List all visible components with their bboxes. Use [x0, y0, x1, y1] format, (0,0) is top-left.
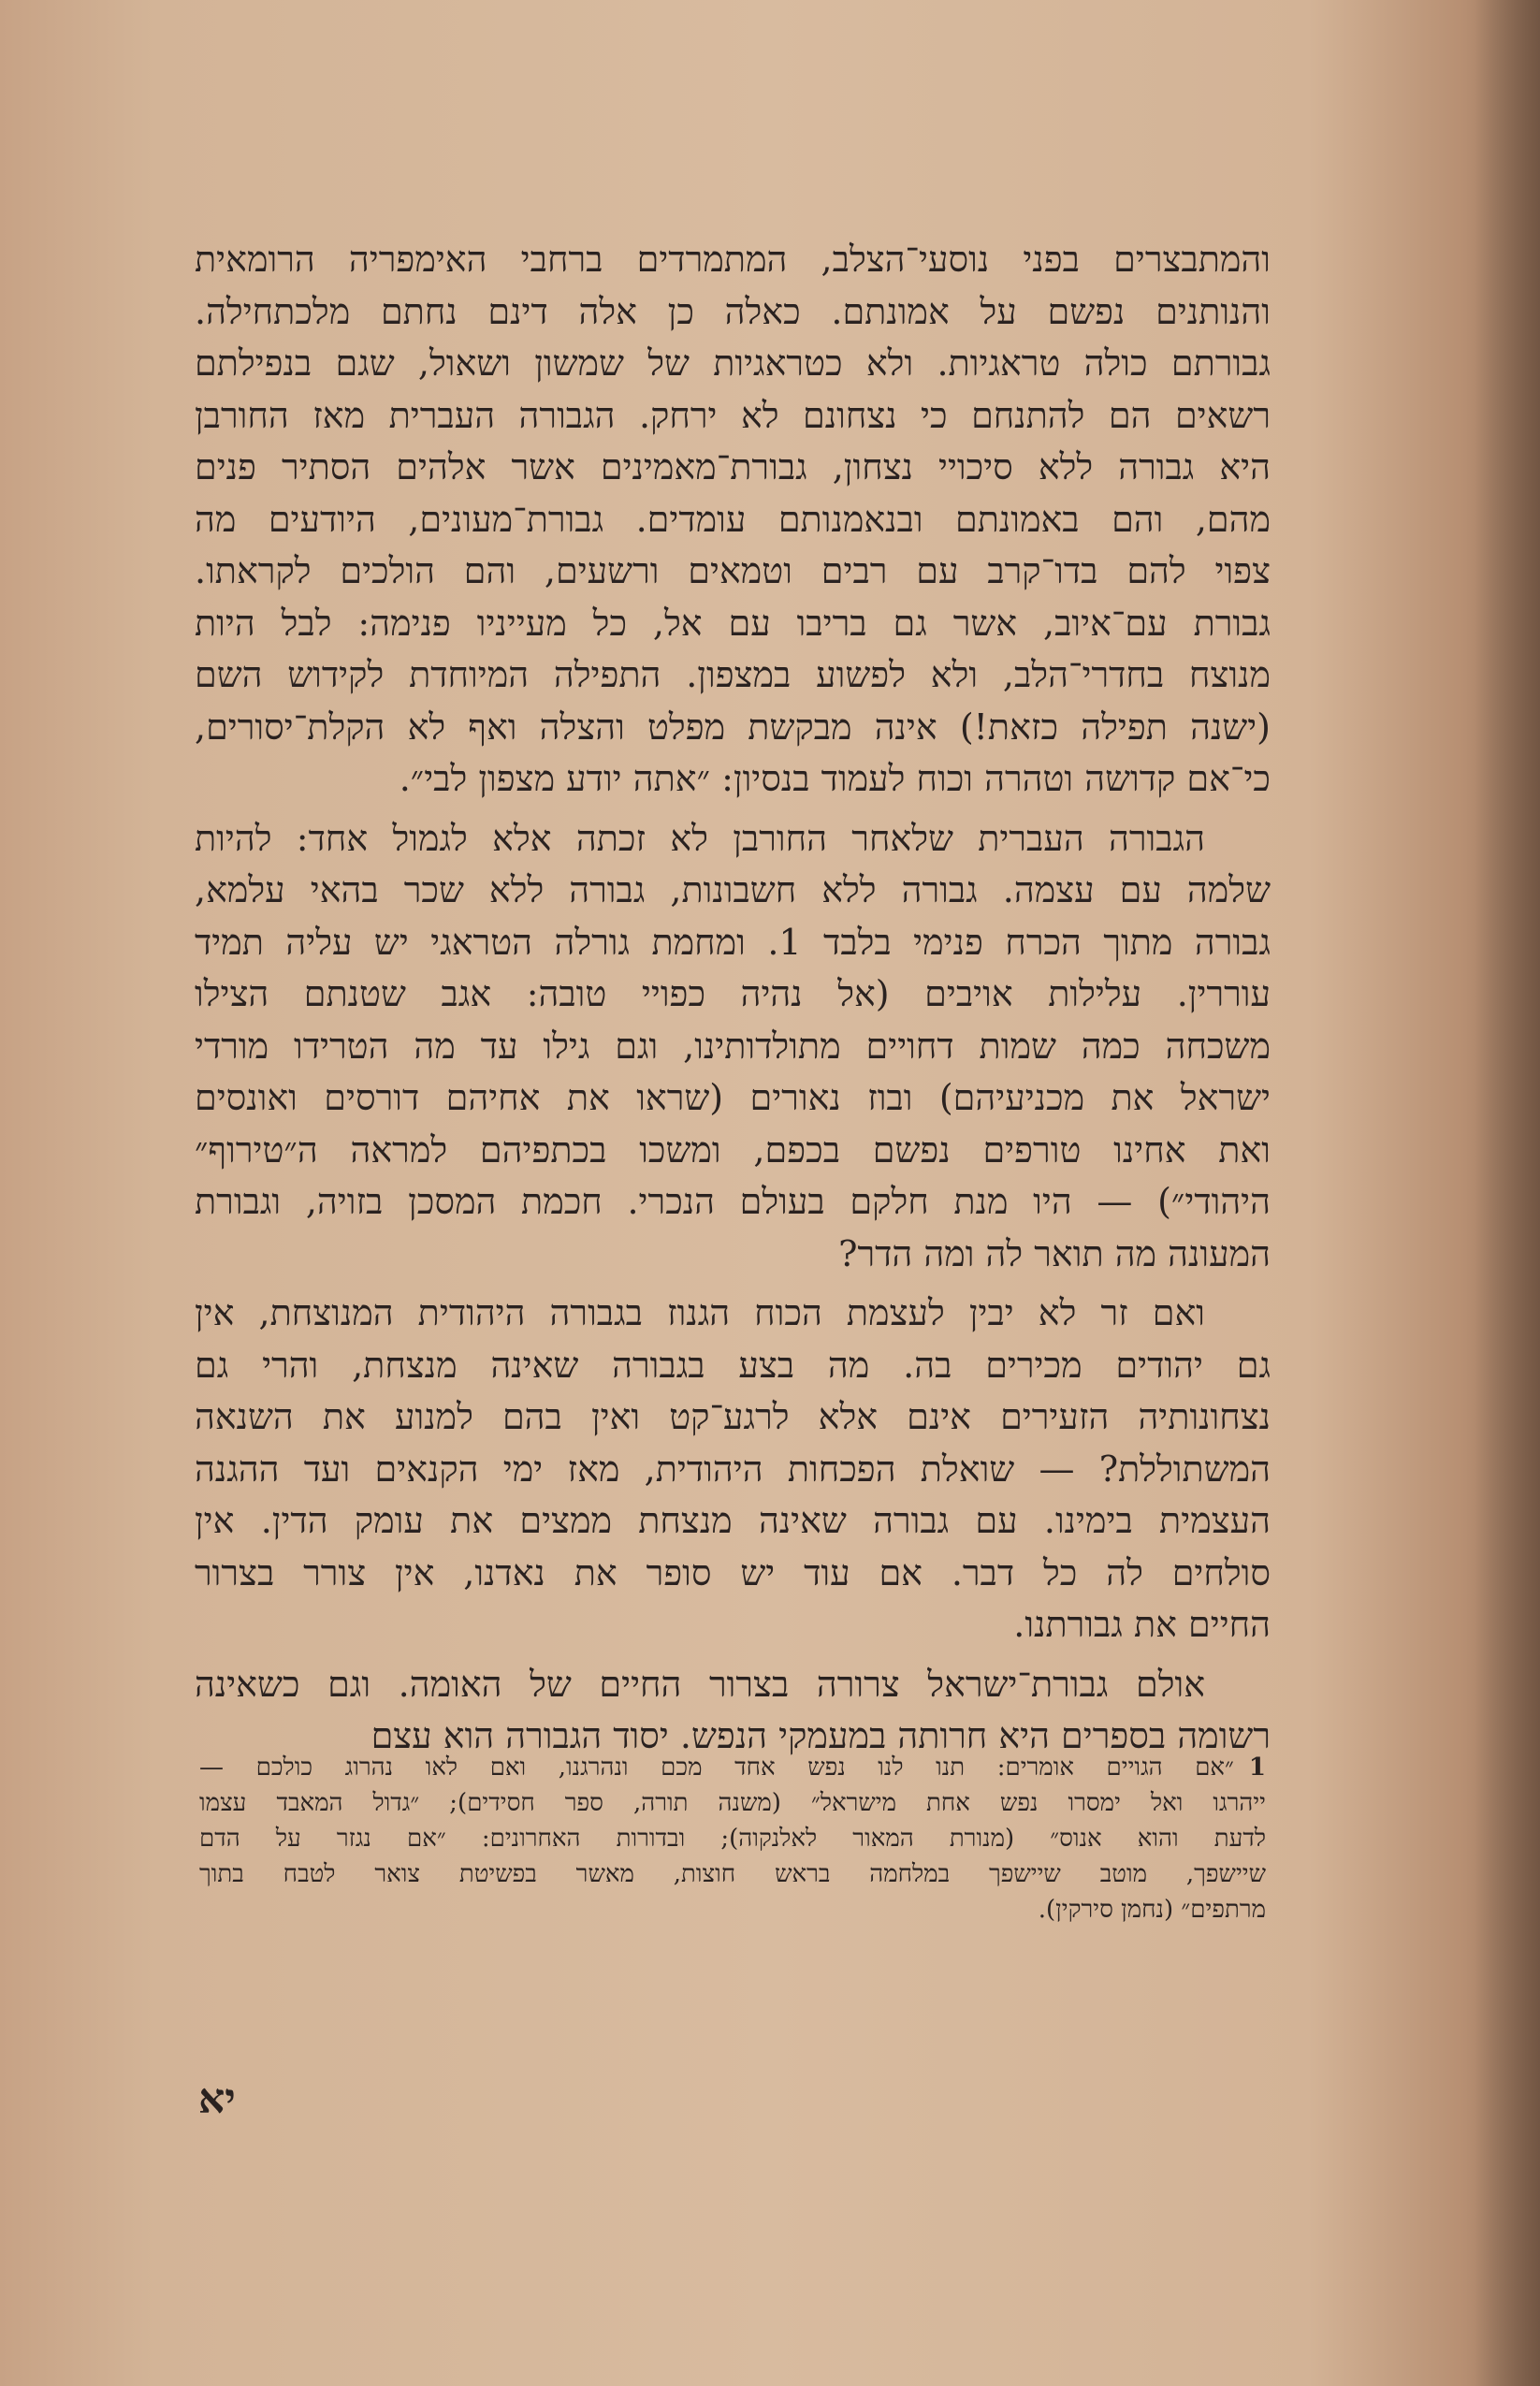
- text-line: גבורה מתוך הכרח פנימי בלבד 1. ומחמת גורלה הטראגי יש עליה תמיד: [195, 921, 1271, 963]
- text-line: היהודי״) — היו מנת חלקם בעולם הנכרי. חכמת המסכן בזויה, וגבורת: [195, 1181, 1271, 1222]
- footnote-line: [199, 1750, 1266, 1785]
- footnote-line: מרתפים״ (נחמן סירקין).: [1038, 1896, 1266, 1924]
- paragraph: [195, 1288, 1271, 1651]
- text-line: (ישנה תפילה כזאת!) אינה מבקשת מפלט והצלה ואף לא הקלת־יסורים,: [195, 706, 1271, 748]
- text-line: החיים את גבורתנו.: [1013, 1604, 1271, 1645]
- text-line: והנותנים נפשם על אמונתם. כאלה כן אלה דינם נחתם מלכתחילה.: [195, 290, 1271, 332]
- text-line: מהם, והם באמונתם ובנאמנותם עומדים. גבורת־מעונים, היודעים מה: [195, 498, 1271, 540]
- text-line: ואת אחינו טורפים נפשם בכפם, ומשכו בכתפיהם למראה ה״טירוף״: [195, 1128, 1271, 1171]
- footnote-line: שיישפך, מוטב שיישפך במלחמה בראש חוצות, מאשר בפשיטת צואר לטבח בתוך: [199, 1860, 1266, 1888]
- book-spine-shadow: [1475, 0, 1540, 2386]
- text-line: הגבורה העברית שלאחר החורבן לא זכתה אלא לגמול אחד: להיות: [195, 817, 1205, 859]
- text-line: רשאים הם להתנחם כי נצחונם לא ירחק. הגבורה העברית מאז החורבן: [195, 394, 1271, 436]
- text-line: צפוי להם בדו־קרב עם רבים וטמאים ורשעים, והם הולכים לקראתו.: [195, 550, 1271, 591]
- paragraph: [195, 1659, 1271, 1763]
- text-line: מנוצח בחדרי־הלב, ולא לפשוע במצפון. התפילה המיוחדת לקידוש השם: [195, 654, 1271, 695]
- text-line: נצחונותיה הזעירים אינם אלא לרגע־קט ואין בהם למנוע את השנאה: [195, 1396, 1271, 1437]
- text-line: ישראל את מכניעיהם) ובוז נאורים (שראו את אחיהם דורסים ואונסים: [195, 1077, 1271, 1118]
- page-number: יא: [198, 2075, 236, 2123]
- footnote-marker: 1: [1248, 1753, 1266, 1782]
- footnote: [199, 1750, 1266, 1928]
- text-line: אולם גבורת־ישראל צרורה בצרור החיים של האומה. וגם כשאינה: [195, 1663, 1205, 1705]
- footnote-line: ייהרגו ואל ימסרו נפש אחת מישראל״ (משנה תורה, ספר חסידים); ״גדול המאבד עצמו: [199, 1789, 1266, 1817]
- text-line: המשתוללת? — שואלת הפכחות היהודית, מאז ימי הקנאים ועד ההגנה: [195, 1448, 1271, 1490]
- text-line: גבורתם כולה טראגיות. ולא כטראגיות של שמשון ושאול, שגם בנפילתם: [195, 342, 1271, 384]
- text-line: משכחה כמה שמות דחויים מתולדותינו, וגם גילו עד מה הטרידו מורדי: [195, 1025, 1271, 1067]
- text-line: גם יהודים מכירים בה. מה בצע בגבורה שאינה מנצחת, והרי גם: [195, 1344, 1271, 1386]
- text-line: כי־אם קדושה וטהרה וכוח לעמוד בנסיון: ״אתה יודע מצפון לבי״.: [399, 758, 1271, 799]
- text-line: ואם זר לא יבין לעצמת הכוח הגנוז בגבורה היהודית המנוצחת, אין: [195, 1292, 1205, 1333]
- text-line: והמתבצרים בפני נוסעי־הצלב, המתמרדים ברחבי האימפריה הרומאית: [195, 239, 1271, 280]
- text-line: היא גבורה ללא סיכויי נצחון, גבורת־מאמינים אשר אלהים הסתיר פנים: [195, 446, 1271, 487]
- paragraph: [195, 813, 1271, 1281]
- text-line: רשומה בספרים היא חרותה במעמקי הנפש. יסוד הגבורה הוא עצם: [370, 1715, 1271, 1756]
- paragraph: [195, 234, 1271, 806]
- footnote-line: לדעת והוא אנוס״ (מנורת המאור לאלנקוה); ובדורות האחרונים: ״אם נגזר על הדם: [199, 1825, 1266, 1853]
- text-line: העצמית בימינו. עם גבורה שאינה מנצחת ממצים את עומק הדין. אין: [195, 1500, 1271, 1541]
- text-line: שלמה עם עצמה. גבורה ללא חשבונות, גבורה ללא שכר בהאי עלמא,: [195, 869, 1271, 910]
- text-line: סולחים לה כל דבר. אם עוד יש סופר את נאדנו, אין צורר בצרור: [195, 1551, 1271, 1593]
- text-line: עוררין. עלילות אויבים (אל נהיה כפויי טובה: אגב שטנתם הצילו: [195, 973, 1271, 1014]
- text-line: גבורת עם־איוב, אשר גם בריבו עם אל, כל מעייניו פנימה: לבל היות: [195, 602, 1271, 644]
- footnote-text: ״אם הגויים אומרים: תנו לנו נפש אחד מכם ונהרגנו, ואם לאו נהרוג כולכם —: [199, 1753, 1234, 1782]
- text-line: המעונה מה תואר לה ומה הדר?: [838, 1232, 1271, 1274]
- body-text: [195, 234, 1271, 1763]
